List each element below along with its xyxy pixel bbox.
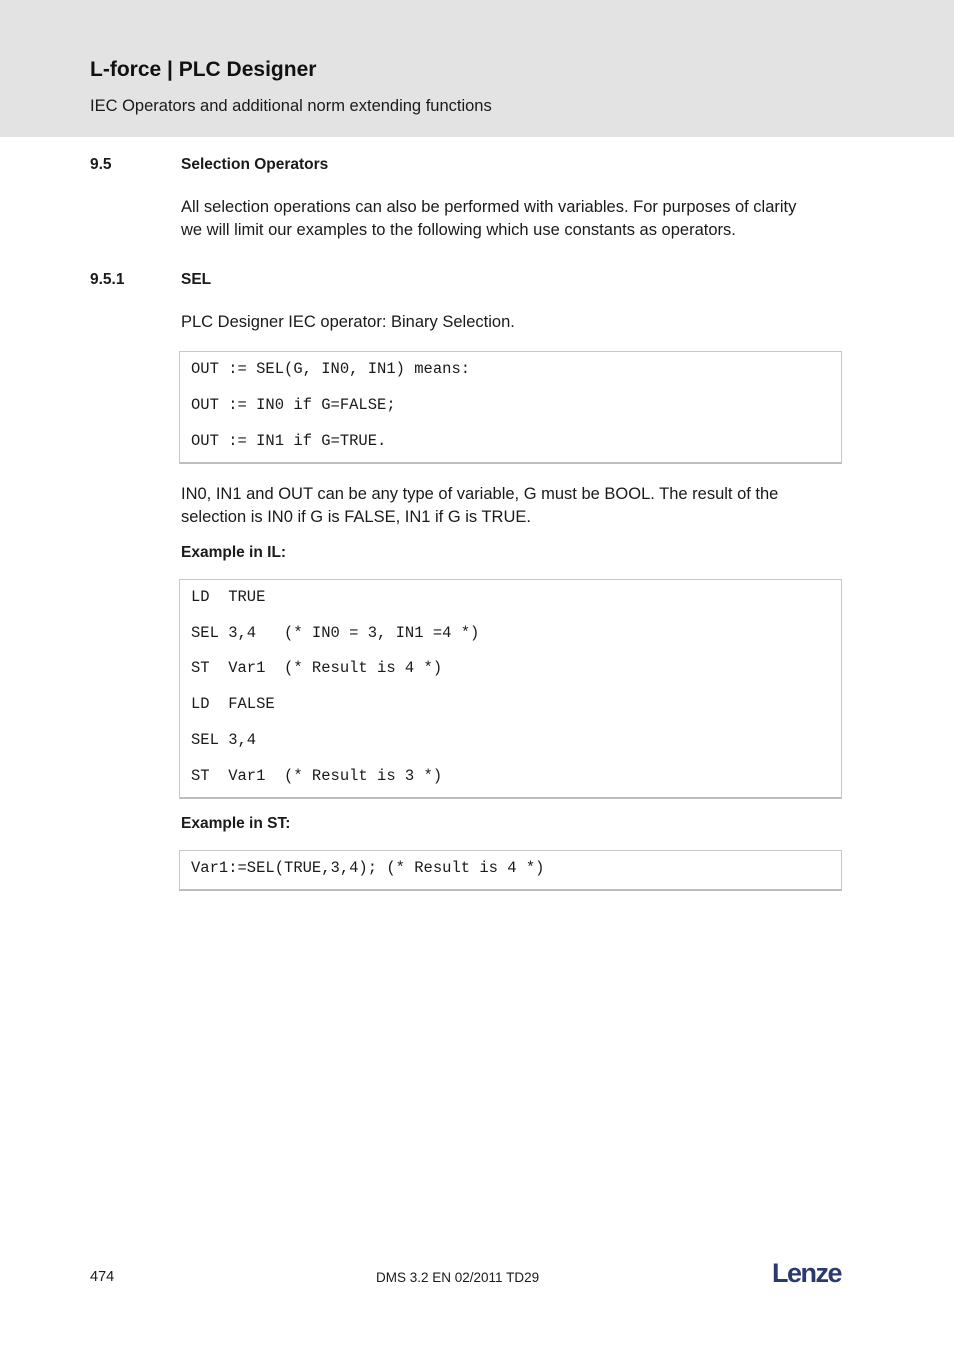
subsection-number: 9.5.1 [90,271,125,288]
operator-explanation [181,483,841,529]
section-title: Selection Operators [181,156,329,173]
explanation-line: selection is IN0 if G is FALSE, IN1 if G is TRUE. [181,508,531,526]
il-example-label: Example in IL: [181,544,287,561]
code-line: Var1:=SEL(TRUE,3,4); (* Result is 4 *) [191,859,545,877]
intro-line: we will limit our examples to the following which use constants as operators. [181,221,736,239]
operator-description [181,311,841,334]
code-line: LD TRUE [191,588,266,606]
document-subtitle: IEC Operators and additional norm extending functions [90,97,492,115]
description-text: PLC Designer IEC operator: Binary Selection. [181,313,515,331]
page-header [0,0,954,137]
explanation-line: IN0, IN1 and OUT can be any type of variable, G must be BOOL. The result of the [181,485,779,503]
subsection-title: SEL [181,271,212,288]
il-code-block [179,579,842,799]
code-line: LD FALSE [191,695,275,713]
st-example-label: Example in ST: [181,815,291,832]
page-number: 474 [90,1269,115,1285]
code-line: ST Var1 (* Result is 3 *) [191,767,443,785]
code-line: ST Var1 (* Result is 4 *) [191,659,443,677]
code-line: OUT := SEL(G, IN0, IN1) means: [191,360,471,378]
document-title: L-force | PLC Designer [90,58,317,81]
code-line: OUT := IN1 if G=TRUE. [191,432,387,450]
svg-text:Lenze: Lenze [772,1258,842,1288]
st-code-block [179,850,842,891]
code-line: OUT := IN0 if G=FALSE; [191,396,396,414]
intro-line: All selection operations can also be performed with variables. For purposes of clarity [181,198,797,216]
lenze-logo [772,1258,850,1293]
code-line: SEL 3,4 (* IN0 = 3, IN1 =4 *) [191,624,480,642]
section-number: 9.5 [90,156,112,173]
definition-code-block [179,351,842,464]
section-intro [181,196,841,242]
code-line: SEL 3,4 [191,731,257,749]
document-id: DMS 3.2 EN 02/2011 TD29 [376,1270,540,1285]
lenze-logo-icon [772,1258,850,1288]
